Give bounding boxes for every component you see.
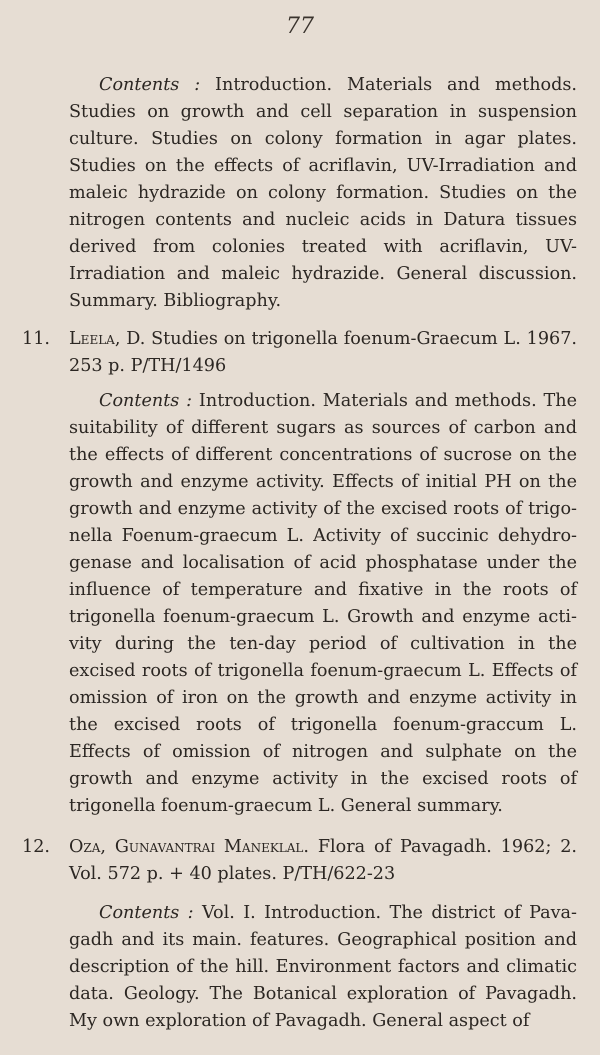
entry-contents xyxy=(69,388,577,820)
previous-entry-contents xyxy=(69,72,577,315)
page-number: 77 xyxy=(286,14,314,39)
contents-label: Contents : xyxy=(99,903,194,923)
entry-contents xyxy=(69,900,577,1035)
entry-citation xyxy=(69,834,577,888)
entry-citation-text: Flora of Pavagadh. 1962; 2. Vol. 572 p. + 40 plates. P/TH/622-23 xyxy=(69,837,578,884)
entry-citation xyxy=(69,326,577,380)
contents-label: Contents : xyxy=(99,75,201,95)
entry-author: Oza, Gunavantrai Maneklal. xyxy=(69,837,309,857)
contents-text: Introduction. Materials and methods. Studies on growth and cell separation in suspension culture. Studies on colony formation in agar plates. Studies on the effects of acriflavin, UV-Irradiation and maleic hydrazide on colony formation. Studies on the nitrogen contents and nucleic acids in Datura tissues derived from colonies treated with acriflavin, UV-Irradiation and maleic hydrazide. General discussion. Summary. Bibliography. xyxy=(69,75,577,311)
entry-number: 12. xyxy=(22,837,50,857)
contents-text: Vol. I. Introduction. The district of Pavagadh and its main. features. Geographical position and description of the hill. Environment factors and climatic data. Geology. The Botanical exploration of Pavagadh. My own exploration of Pavagadh. General aspect of xyxy=(69,903,577,1031)
entry-citation-text: Studies on trigonella foenum-Graecum L. 1967. 253 p. P/TH/1496 xyxy=(69,329,577,376)
contents-label: Contents : xyxy=(99,391,193,411)
entry-author: Leela, D. xyxy=(69,329,146,349)
entry-number: 11. xyxy=(22,329,50,349)
contents-text: Introduction. Materials and methods. The suitability of different sugars as sources of carbon and the effects of different concentrations of sucrose on the growth and enzyme activity. Effects of initial PH on the growth and enzyme activity of the excised roots of trigonella Foenum-graecum L. Activity of succinic dehydrogenase and localisation of acid phosphatase under the influence of temperature and fixative in the roots of trigonella foenum-graecum L. Growth and enzyme activity during the ten-day period of cultivation in the excised roots of trigonella foenum-graecum L. Effects of omission of iron on the growth and enzyme activity in the excised roots of trigonella foenum-graccum L. Effects of omission of nitrogen and sulphate on the growth and enzyme activity in the excised roots of trigonella foenum-graecum L. General summary. xyxy=(69,391,577,816)
